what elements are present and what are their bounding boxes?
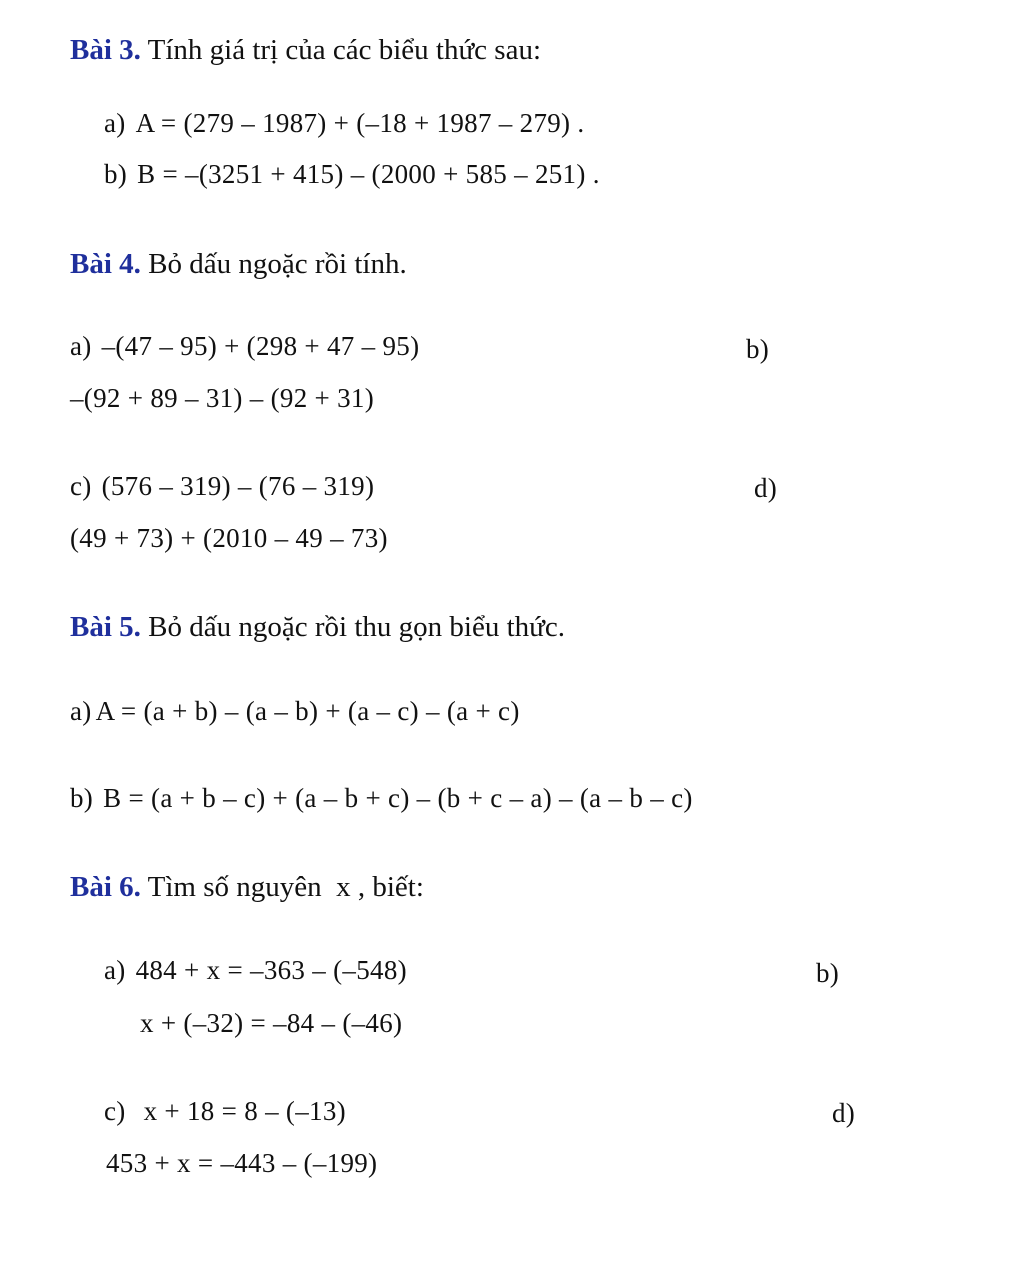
- bai4-d-expr: (49 + 73) + (2010 – 49 – 73): [70, 523, 388, 553]
- bai4-a-expr: –(47 – 95) + (298 + 47 – 95): [101, 331, 420, 361]
- bai5-number: Bài 5.: [70, 611, 141, 643]
- bai4-c: [70, 470, 374, 502]
- bai4-heading: [70, 247, 407, 281]
- bai5-a-label: a): [70, 696, 92, 726]
- bai4-number: Bài 4.: [70, 248, 141, 280]
- bai4-title: Bỏ dấu ngoặc rồi tính.: [148, 248, 407, 280]
- bai5-title: Bỏ dấu ngoặc rồi thu gọn biểu thức.: [148, 611, 565, 643]
- bai6-heading: [70, 870, 424, 904]
- bai3-a-expr: A = (279 – 1987) + (–18 + 1987 – 279) .: [135, 108, 585, 138]
- bai5-a: [70, 695, 520, 727]
- bai5-b: [70, 782, 693, 814]
- bai6-d-label: d): [832, 1098, 856, 1128]
- bai4-a-label: a): [70, 331, 92, 361]
- bai4-b-expr: –(92 + 89 – 31) – (92 + 31): [70, 383, 375, 413]
- bai3-b: [104, 158, 600, 190]
- bai6-b-expr: x + (–32) = –84 – (–46): [140, 1008, 403, 1038]
- bai6-title: Tìm số nguyên x , biết:: [147, 871, 424, 903]
- bai3-a-label: a): [104, 108, 126, 138]
- bai5-heading: [70, 610, 565, 644]
- bai6-c-label: c): [104, 1096, 126, 1126]
- bai5-a-expr: A = (a + b) – (a – b) + (a – c) – (a + c): [95, 696, 520, 726]
- bai3-a: [104, 107, 584, 139]
- bai6-a-expr: 484 + x = –363 – (–548): [135, 955, 407, 985]
- bai6-c: [104, 1095, 346, 1127]
- bai6-d-expr: 453 + x = –443 – (–199): [106, 1148, 378, 1178]
- bai6-b-label: b): [816, 958, 840, 988]
- bai4-a: [70, 330, 419, 362]
- bai4-d-label: d): [754, 473, 778, 503]
- bai4-c-expr: (576 – 319) – (76 – 319): [101, 471, 375, 501]
- bai5-b-expr: B = (a + b – c) + (a – b + c) – (b + c – a) – (a – b – c): [103, 783, 693, 813]
- bai6-c-expr: x + 18 = 8 – (–13): [143, 1096, 346, 1126]
- bai4-b-label: b): [746, 334, 770, 364]
- bai6-number: Bài 6.: [70, 871, 141, 903]
- bai3-number: Bài 3.: [70, 34, 141, 66]
- bai4-c-label: c): [70, 471, 92, 501]
- bai6-a: [104, 954, 407, 986]
- bai3-b-label: b): [104, 159, 128, 189]
- bai5-b-label: b): [70, 783, 94, 813]
- bai6-a-label: a): [104, 955, 126, 985]
- bai3-heading: [70, 33, 541, 67]
- bai3-title: Tính giá trị của các biểu thức sau:: [147, 34, 542, 66]
- bai3-b-expr: B = –(3251 + 415) – (2000 + 585 – 251) .: [137, 159, 600, 189]
